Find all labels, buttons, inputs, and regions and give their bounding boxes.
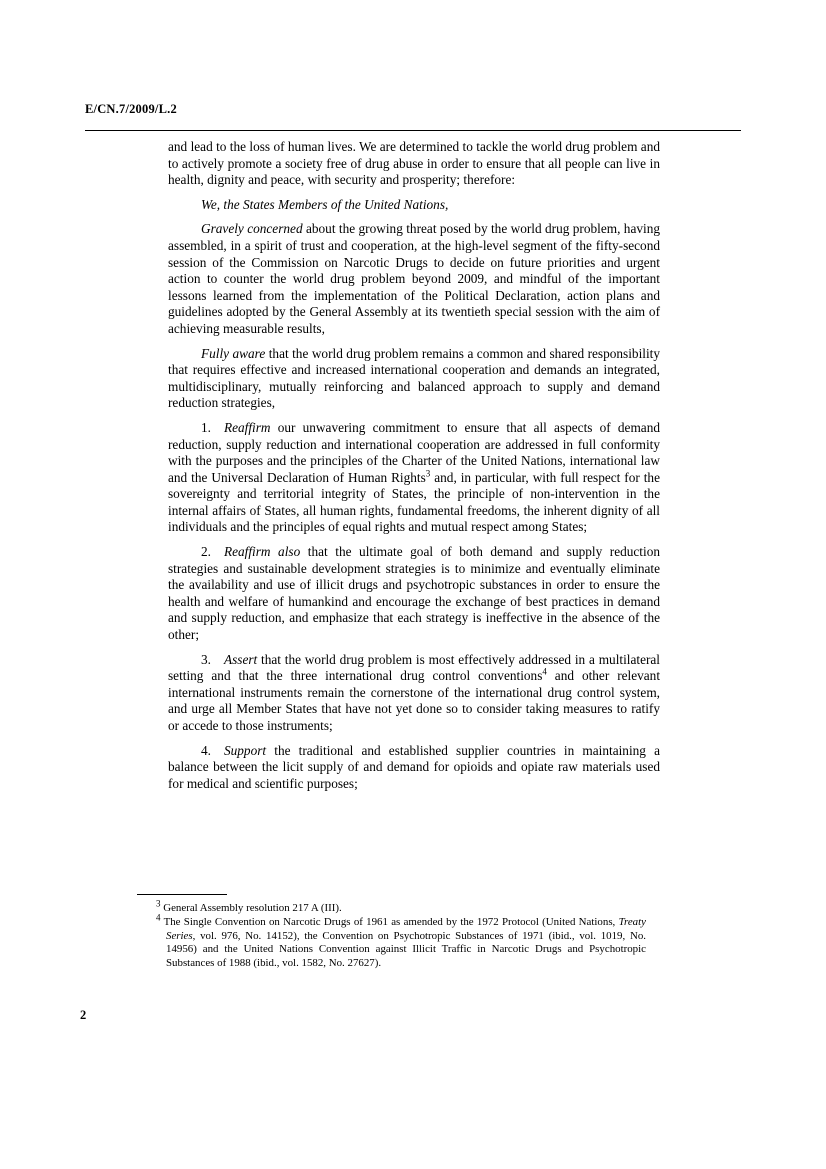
operative-paragraph-2 [168,544,660,644]
operative-paragraph-1-number: 1. [201,419,211,435]
operative-paragraph-1-text-a: our unwavering commitment to ensure that all aspects of demand reduction, supply reduction and international cooperation are addressed in full conformity with the purposes and the principles of the Charter of the United Nations, international law and the Universal Declaration of Human Rights [168,419,660,485]
operative-paragraph-4-lead: Support [223,742,267,758]
footnote-3 [156,898,646,916]
fully-aware-lead: Fully aware [201,345,266,361]
operative-paragraph-2-lead: Reaffirm also [223,544,301,560]
footnote-reference-3: 3 [425,468,431,479]
footnote-3-text: General Assembly resolution 217 A (III). [160,902,342,914]
paragraph-preamble-opening [168,197,660,214]
footnote-4-marker: 4 [156,912,161,923]
gravely-concerned-lead: Gravely concerned [201,221,303,237]
operative-paragraph-4-text: the traditional and established supplier countries in maintaining a balance between the licit supply of and demand for opioids and opiate raw materials used for medical and scientific purposes; [168,742,660,791]
footnote-4 [156,912,646,971]
footnote-3-marker: 3 [156,898,161,909]
operative-paragraph-1-lead: Reaffirm [223,419,271,435]
paragraph-fully-aware [168,346,660,412]
operative-paragraph-3-text-a: that the world drug problem is most effectively addressed in a multilateral setting and that the three international drug control conventions [168,651,660,684]
paragraph-gravely-concerned [168,221,660,337]
footnote-separator-rule [137,894,227,895]
preamble-opening-text: We, the States Members of the United Nations, [201,196,449,212]
document-body [168,139,660,800]
operative-paragraph-3 [168,652,660,735]
footnote-4-treaty-series: Treaty Series [166,915,646,942]
footnote-reference-4: 4 [542,666,547,677]
operative-paragraph-2-number: 2. [201,544,211,560]
fully-aware-text: that the world drug problem remains a common and shared responsibility that requires effective and increased international cooperation and demands an integrated, multidisciplinary, mutually reinforcing and balanced approach to supply and demand reduction strategies, [168,345,660,411]
operative-paragraph-2-text: that the ultimate goal of both demand and supply reduction strategies and sustainable development strategies is to minimize and eventually eliminate the availability and use of illicit drugs and psychotropic substances in order to ensure the health and welfare of humankind and encourage the exchange of best practices in demand and supply reduction, and emphasize that each strategy is ineffective in the absence of the other; [168,544,660,643]
document-symbol: E/CN.7/2009/L.2 [85,102,177,116]
footnote-4-text-b: , vol. 976, No. 14152), the Convention on Psychotropic Substances of 1971 (ibid., vol. 1019, No. 14956) and the United Nations Convention against Illicit Traffic in Narcotic Drugs and Psychotropic Substances of 1988 (ibid., vol. 1582, No. 27627). [166,929,646,970]
gravely-concerned-text: about the growing threat posed by the world drug problem, having assembled, in a spirit of trust and cooperation, at the high-level segment of the fifty-second session of the Commission on Narcotic Drugs to decide on future priorities and urgent action to counter the world drug problem beyond 2009, and mindful of the important lessons learned from the implementation of the Political Declaration, action plans and guidelines adopted by the General Assembly at its twentieth special session with the aim of achieving measurable results, [168,221,660,336]
operative-paragraph-1 [168,420,660,536]
footnote-4-text-a: The Single Convention on Narcotic Drugs of 1961 as amended by the 1972 Protocol (United Nations, [160,915,619,928]
operative-paragraph-4-number: 4. [201,742,211,758]
operative-paragraph-1-text-b: and, in particular, with full respect for the sovereignty and territorial integrity of States, the principle of non-intervention in the internal affairs of States, all human rights, fundamental freedoms, the inherent dignity of all individuals and the principles of equal rights and mutual respect among States; [168,469,660,535]
paragraph-continuation [168,139,660,189]
page-number: 2 [80,1008,87,1022]
operative-paragraph-3-text-b: and other relevant international instruments remain the cornerstone of the international drug control system, and urge all Member States that have not yet done so to consider taking measures to ratify or accede to those instruments; [168,668,661,733]
operative-paragraph-3-lead: Assert [223,651,258,667]
paragraph-continuation-text: and lead to the loss of human lives. We are determined to tackle the world drug problem and to actively promote a society free of drug abuse in order to ensure that all people can live in health, dignity and peace, with security and prosperity; therefore: [168,139,660,188]
header-rule [85,130,741,131]
operative-paragraph-3-number: 3. [201,651,211,667]
footnotes-section [156,898,646,971]
operative-paragraph-4 [168,743,660,793]
